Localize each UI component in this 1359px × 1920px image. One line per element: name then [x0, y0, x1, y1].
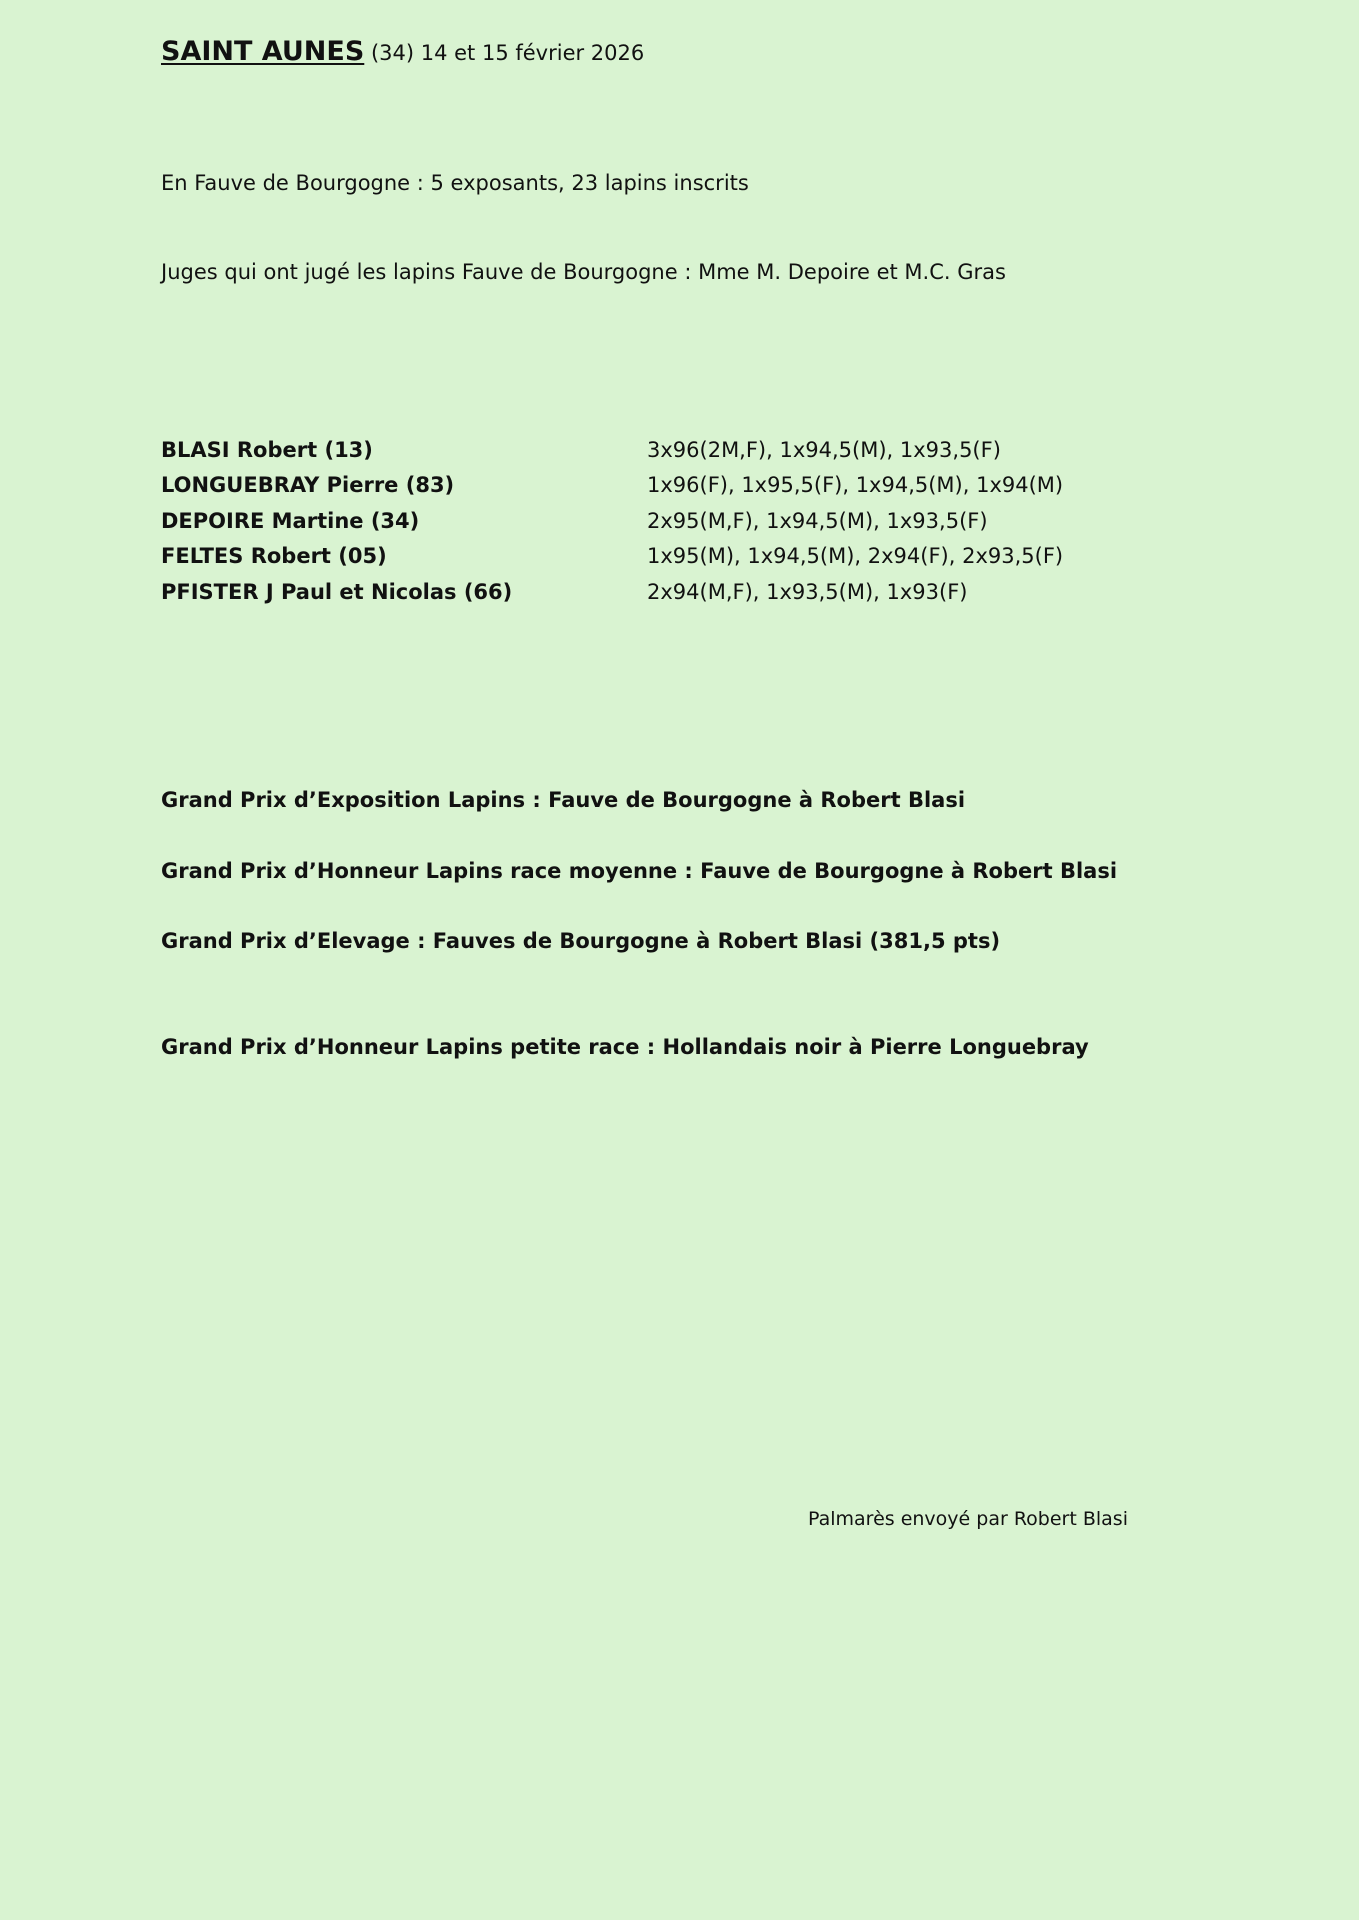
exhibitors-summary: En Fauve de Bourgogne : 5 exposants, 23 lapins inscrits	[161, 171, 749, 195]
prize-exposition: Grand Prix d’Exposition Lapins : Fauve de Bourgogne à Robert Blasi	[161, 788, 966, 812]
exhibitor-scores: 1x95(M), 1x94,5(M), 2x94(F), 2x93,5(F)	[647, 544, 1064, 569]
prize-elevage: Grand Prix d’Elevage : Fauves de Bourgogne à Robert Blasi (381,5 pts)	[161, 929, 1001, 953]
exhibitor-scores: 2x95(M,F), 1x94,5(M), 1x93,5(F)	[647, 508, 988, 533]
exhibitor-name: LONGUEBRAY Pierre (83)	[161, 473, 455, 498]
result-row	[161, 503, 1161, 539]
event-dates-subtitle: (34) 14 et 15 février 2026	[364, 41, 645, 65]
prize-honneur-petite-race: Grand Prix d’Honneur Lapins petite race : Hollandais noir à Pierre Longuebray	[161, 1035, 1089, 1059]
event-location-title: SAINT AUNES	[161, 36, 365, 67]
footer-credit: Palmarès envoyé par Robert Blasi	[808, 1508, 1128, 1530]
exhibitor-name: FELTES Robert (05)	[161, 544, 387, 569]
results-table	[161, 432, 1161, 610]
exhibitor-name: PFISTER J Paul et Nicolas (66)	[161, 579, 513, 604]
exhibitor-name: DEPOIRE Martine (34)	[161, 508, 420, 533]
result-row	[161, 539, 1161, 575]
judges-line: Juges qui ont jugé les lapins Fauve de Bourgogne : Mme M. Depoire et M.C. Gras	[161, 260, 1006, 284]
document-title	[161, 36, 644, 67]
result-row	[161, 468, 1161, 504]
exhibitor-name: BLASI Robert (13)	[161, 437, 373, 462]
exhibitor-scores: 1x96(F), 1x95,5(F), 1x94,5(M), 1x94(M)	[647, 473, 1064, 498]
exhibitor-scores: 3x96(2M,F), 1x94,5(M), 1x93,5(F)	[647, 437, 1001, 462]
exhibitor-scores: 2x94(M,F), 1x93,5(M), 1x93(F)	[647, 579, 968, 604]
prize-honneur-race-moyenne: Grand Prix d’Honneur Lapins race moyenne : Fauve de Bourgogne à Robert Blasi	[161, 859, 1118, 883]
result-row	[161, 432, 1161, 468]
result-row	[161, 574, 1161, 610]
